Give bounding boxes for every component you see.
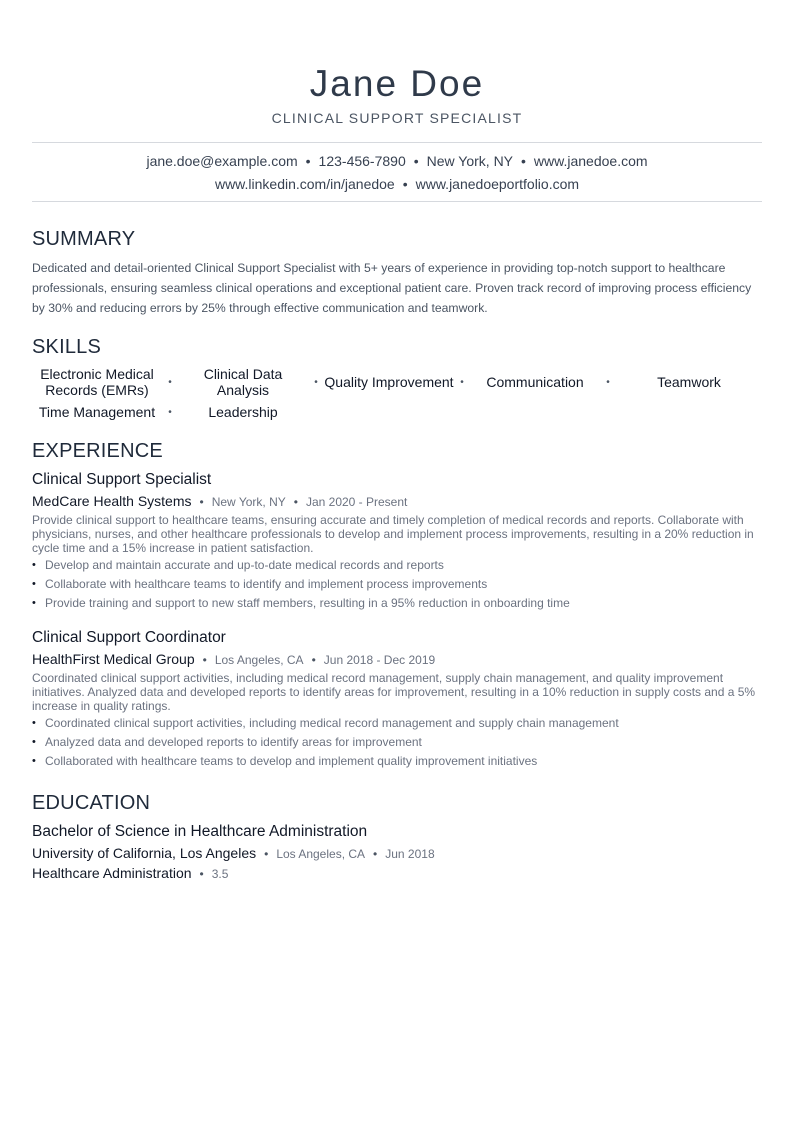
- field-of-study: Healthcare Administration: [32, 865, 192, 881]
- contact-portfolio[interactable]: www.janedoeportfolio.com: [415, 176, 580, 192]
- bullet-icon: •: [32, 717, 36, 729]
- bullet-text: Collaborated with healthcare teams to develop and implement quality improvement initiatives: [45, 754, 538, 768]
- company-name: MedCare Health Systems: [32, 493, 192, 509]
- skill-label: Leadership: [208, 404, 278, 420]
- bullet-text: Provide training and support to new staff members, resulting in a 95% reduction in onboarding time: [45, 596, 570, 610]
- job-title: Clinical Support Specialist: [32, 471, 212, 488]
- bullet-icon: •: [32, 578, 36, 590]
- skill-item: [32, 402, 178, 422]
- school-location: Los Angeles, CA: [276, 847, 366, 861]
- list-item: [32, 594, 762, 613]
- gpa-value: 3.5: [211, 867, 229, 881]
- bullet-icon: •: [32, 755, 36, 767]
- education-heading: EDUCATION: [32, 792, 151, 814]
- job-meta: [32, 492, 407, 511]
- degree-title: Bachelor of Science in Healthcare Administration: [32, 823, 368, 840]
- separator: •: [402, 176, 408, 192]
- skill-item: [32, 366, 178, 398]
- education-field: [32, 864, 228, 883]
- bullet-text: Develop and maintain accurate and up-to-date medical records and reports: [45, 558, 444, 572]
- contact-line-2: [0, 175, 794, 193]
- contact-phone[interactable]: 123-456-7890: [318, 153, 406, 169]
- skill-item: [178, 402, 324, 422]
- bullet-text: Coordinated clinical support activities, including medical record management and supply chain management: [45, 716, 619, 730]
- bullet-icon: •: [314, 376, 318, 388]
- skill-item: [616, 366, 762, 398]
- skills-list: [32, 366, 762, 422]
- list-item: [32, 575, 762, 594]
- bullet-icon: •: [32, 597, 36, 609]
- job-meta: [32, 650, 435, 669]
- separator: •: [199, 495, 204, 509]
- contact-line-1: [0, 152, 794, 170]
- list-item: [32, 714, 762, 733]
- candidate-name: Jane Doe: [309, 63, 485, 104]
- skill-label: Quality Improvement: [324, 374, 454, 390]
- bullet-icon: •: [168, 406, 172, 418]
- bullet-icon: •: [32, 736, 36, 748]
- separator: •: [264, 847, 269, 861]
- school-name: University of California, Los Angeles: [32, 845, 257, 861]
- divider-top: [32, 142, 762, 143]
- separator: •: [202, 653, 207, 667]
- divider-bottom: [32, 201, 762, 202]
- separator: •: [373, 847, 378, 861]
- skill-label: Time Management: [38, 404, 156, 420]
- separator: •: [521, 153, 526, 169]
- bullet-icon: •: [32, 559, 36, 571]
- separator: •: [293, 495, 298, 509]
- job-bullets: [32, 556, 762, 613]
- list-item: [32, 733, 762, 752]
- bullet-icon: •: [168, 376, 172, 388]
- skill-item: [470, 366, 616, 398]
- bullet-text: Analyzed data and developed reports to identify areas for improvement: [45, 735, 422, 749]
- bullet-icon: •: [606, 376, 610, 388]
- job-dates: Jan 2020 - Present: [305, 495, 408, 509]
- job-dates: Jun 2018 - Dec 2019: [323, 653, 436, 667]
- job-location: Los Angeles, CA: [214, 653, 304, 667]
- summary-text: Dedicated and detail-oriented Clinical Support Specialist with 5+ years of experience in providing top-notch support to healthcare professionals, ensuring seamless clinical operations and exceptional patient care. Proven track record of improving process efficiency by 30% and reducing errors by 25% through effective communication and teamwork.: [32, 261, 752, 315]
- graduation-date: Jun 2018: [385, 847, 435, 861]
- skill-item: [178, 366, 324, 398]
- job-title: Clinical Support Coordinator: [32, 629, 226, 646]
- skill-label: Communication: [486, 374, 584, 390]
- skill-label: Clinical Data Analysis: [203, 366, 283, 398]
- bullet-text: Collaborate with healthcare teams to identify and implement process improvements: [45, 577, 488, 591]
- skill-item: [324, 366, 470, 398]
- job-description: Provide clinical support to healthcare teams, ensuring accurate and timely completion of medical records and reports. Collaborate with physicians, nurses, and other healthcare professionals to develop and implement process improvements, resulting in a 20% reduction in cycle time and a 15% increase in patient satisfaction.: [32, 513, 754, 555]
- list-item: [32, 556, 762, 575]
- job-bullets: [32, 714, 762, 771]
- separator: •: [311, 653, 316, 667]
- bullet-icon: •: [460, 376, 464, 388]
- separator: •: [199, 867, 204, 881]
- skill-label: Teamwork: [657, 374, 721, 390]
- skill-label: Electronic Medical Records (EMRs): [40, 366, 154, 398]
- contact-website[interactable]: www.janedoe.com: [533, 153, 648, 169]
- experience-heading: EXPERIENCE: [32, 440, 163, 462]
- separator: •: [305, 153, 311, 169]
- separator: •: [413, 153, 419, 169]
- list-item: [32, 752, 762, 771]
- job-location: New York, NY: [211, 495, 286, 509]
- contact-email[interactable]: jane.doe@example.com: [146, 153, 298, 169]
- company-name: HealthFirst Medical Group: [32, 651, 195, 667]
- contact-linkedin[interactable]: www.linkedin.com/in/janedoe: [214, 176, 395, 192]
- skills-heading: SKILLS: [32, 336, 102, 358]
- candidate-title: CLINICAL SUPPORT SPECIALIST: [271, 110, 523, 126]
- contact-location: New York, NY: [426, 153, 514, 169]
- summary-heading: SUMMARY: [32, 228, 136, 250]
- job-description: Coordinated clinical support activities, including medical record management, supply chain management, and quality improvement initiatives. Analyzed data and developed reports to identify areas for improvement, resulting in a 10% reduction in supply costs and a 5% increase in quality ratings.: [32, 671, 756, 713]
- education-meta: [32, 844, 435, 863]
